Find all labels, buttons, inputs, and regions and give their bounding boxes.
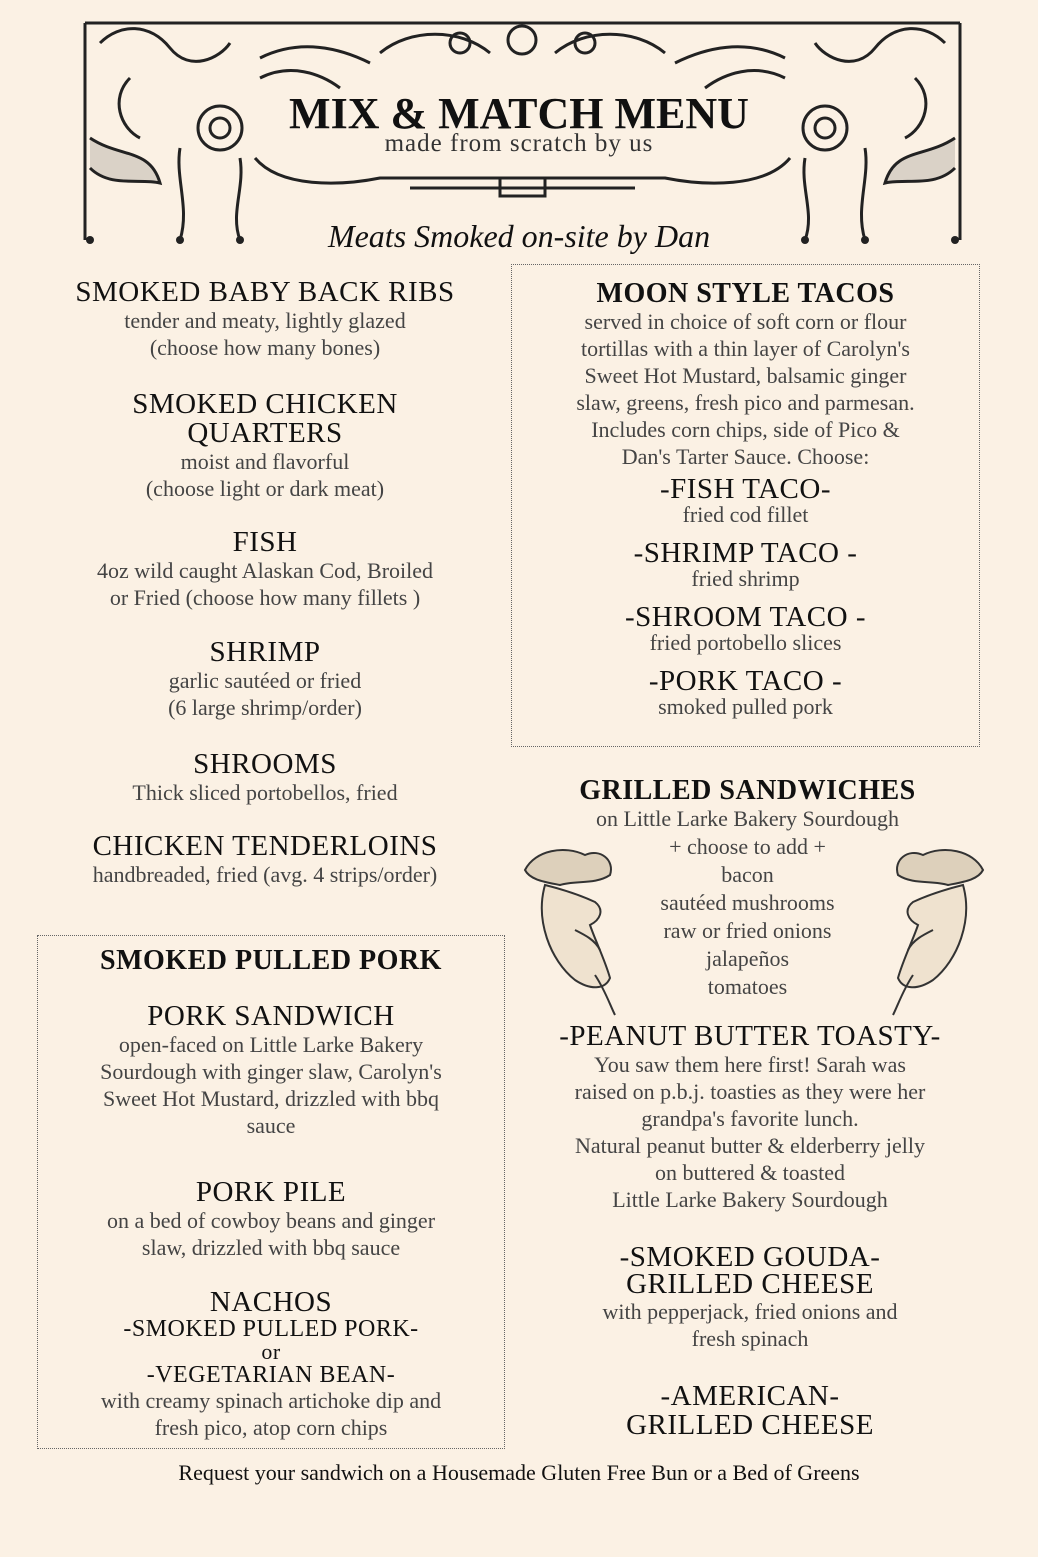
item-desc: moist and flavorful — [180, 449, 350, 474]
item-name: SMOKED CHICKEN — [132, 388, 398, 420]
addon-item: bacon — [721, 862, 774, 887]
section-desc: Sweet Hot Mustard, balsamic ginger — [584, 363, 907, 388]
item-name: GRILLED CHEESE — [626, 1268, 874, 1300]
item-name: CHICKEN TENDERLOINS — [92, 830, 438, 862]
item-shroom-taco — [512, 603, 979, 654]
section-desc: served in choice of soft corn or flour — [584, 309, 907, 334]
item-name: -AMERICAN- — [660, 1380, 840, 1412]
item-name: SMOKED BABY BACK RIBS — [75, 276, 455, 308]
item-desc: with pepperjack, fried onions and — [602, 1299, 898, 1324]
item-smoked-gouda — [515, 1241, 985, 1352]
item-fish — [40, 528, 490, 611]
section-desc: tortillas with a thin layer of Carolyn's — [580, 336, 910, 361]
page-title: MIX & MATCH MENU — [289, 89, 749, 138]
item-desc: or Fried (choose how many fillets ) — [109, 585, 421, 610]
section-desc: slaw, greens, fresh pico and parmesan. — [576, 390, 915, 415]
tacos-box — [511, 264, 980, 747]
item-name: PORK PILE — [195, 1176, 347, 1208]
item-chicken-quarters — [40, 390, 490, 502]
item-peanut-butter-toasty — [515, 1022, 985, 1213]
item-desc: tender and meaty, lightly glazed — [124, 308, 406, 333]
footer-note: Request your sandwich on a Housemade Gluten Free Bun or a Bed of Greens — [178, 1460, 860, 1485]
item-name: -SHROOM TACO - — [625, 601, 866, 633]
item-pork-taco — [512, 667, 979, 718]
item-desc: You saw them here first! Sarah was — [594, 1052, 906, 1077]
addon-item: sautéed mushrooms — [660, 890, 835, 915]
item-option: -SMOKED PULLED PORK- — [123, 1316, 419, 1342]
item-desc: garlic sautéed or fried — [168, 668, 362, 693]
section-desc: on Little Larke Bakery Sourdough — [595, 806, 900, 831]
item-desc: Sweet Hot Mustard, drizzled with bbq — [102, 1086, 440, 1111]
item-desc: Little Larke Bakery Sourdough — [612, 1187, 888, 1212]
item-desc: 4oz wild caught Alaskan Cod, Broiled — [96, 558, 434, 583]
item-desc: fried shrimp — [691, 566, 800, 591]
item-desc: raised on p.b.j. toasties as they were her — [574, 1079, 926, 1104]
item-name: SHRIMP — [209, 636, 321, 668]
tagline: Meats Smoked on-site by Dan — [327, 218, 711, 254]
item-name: -PORK TACO - — [648, 665, 843, 697]
section-heading: MOON STYLE TACOS — [596, 278, 895, 309]
item-or: or — [261, 1339, 281, 1364]
pointing-hand-left-icon — [515, 840, 625, 1020]
section-desc: Dan's Tarter Sauce. Choose: — [621, 444, 870, 469]
item-name: -SMOKED GOUDA- — [619, 1241, 881, 1273]
page-subtitle: made from scratch by us — [384, 130, 654, 157]
item-name: -PEANUT BUTTER TOASTY- — [559, 1020, 941, 1052]
item-pork-pile — [38, 1178, 504, 1261]
item-desc: (6 large shrimp/order) — [168, 695, 362, 720]
section-heading: SMOKED PULLED PORK — [100, 945, 442, 976]
item-pork-sandwich — [38, 1002, 504, 1139]
item-desc: fresh spinach — [691, 1326, 809, 1351]
item-name: PORK SANDWICH — [147, 1000, 395, 1032]
item-desc: slaw, drizzled with bbq sauce — [141, 1235, 401, 1260]
pointing-hand-right-icon — [883, 840, 993, 1020]
item-desc: sauce — [246, 1113, 296, 1138]
item-desc: Sourdough with ginger slaw, Carolyn's — [100, 1059, 442, 1084]
item-desc: Natural peanut butter & elderberry jelly — [574, 1133, 926, 1158]
item-name: SHROOMS — [193, 748, 337, 780]
item-american — [515, 1382, 985, 1440]
item-nachos — [38, 1288, 504, 1441]
item-desc: on a bed of cowboy beans and ginger — [106, 1208, 436, 1233]
item-desc: on buttered & toasted — [654, 1160, 845, 1185]
item-desc: grandpa's favorite lunch. — [641, 1106, 859, 1131]
item-desc: Thick sliced portobellos, fried — [132, 780, 398, 805]
section-heading: GRILLED SANDWICHES — [579, 775, 916, 806]
item-name: FISH — [232, 526, 298, 558]
item-name: GRILLED CHEESE — [626, 1409, 874, 1441]
item-desc: handbreaded, fried (avg. 4 strips/order) — [92, 862, 438, 887]
item-name: QUARTERS — [187, 417, 343, 449]
item-chicken-tenderloins — [40, 832, 490, 888]
item-name: NACHOS — [209, 1286, 333, 1318]
item-desc: with creamy spinach artichoke dip and — [100, 1388, 442, 1413]
item-shrimp — [40, 638, 490, 721]
item-desc: fresh pico, atop corn chips — [154, 1415, 388, 1440]
item-option: -VEGETARIAN BEAN- — [146, 1362, 396, 1388]
item-desc: fried portobello slices — [649, 630, 842, 655]
item-fish-taco — [512, 475, 979, 526]
item-ribs — [40, 278, 490, 361]
item-desc: smoked pulled pork — [658, 694, 833, 719]
item-name: -FISH TACO- — [659, 473, 832, 505]
addon-item: raw or fried onions — [663, 918, 832, 943]
item-desc: open-faced on Little Larke Bakery — [118, 1032, 424, 1057]
item-desc: (choose how many bones) — [149, 335, 381, 360]
item-shrooms — [40, 750, 490, 806]
pulled-pork-box — [37, 935, 505, 1449]
item-desc: fried cod fillet — [682, 502, 809, 527]
item-shrimp-taco — [512, 539, 979, 590]
addon-item: tomatoes — [707, 974, 788, 999]
item-name: -SHRIMP TACO - — [633, 537, 858, 569]
item-desc: (choose light or dark meat) — [145, 476, 385, 501]
section-desc: Includes corn chips, side of Pico & — [591, 417, 900, 442]
section-desc: + choose to add + — [669, 834, 826, 859]
addon-item: jalapeños — [705, 946, 790, 971]
